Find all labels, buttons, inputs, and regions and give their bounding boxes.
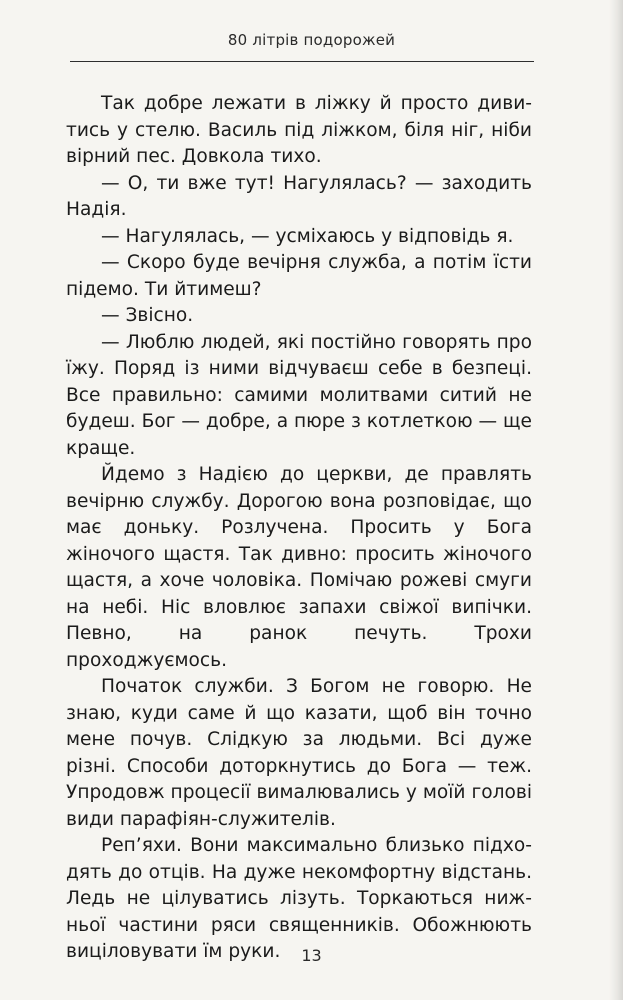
paragraph: — Скоро буде вечірня служба, а потім їсти підемо. Ти йтимеш? <box>66 252 532 300</box>
paragraph: — Люблю людей, які постійно говорять про їжу. Поряд із ними відчуваєш себе в безпеці. Все правильно: самими молитвами ситий не будеш. Бог — добре, а пюре з котлеткою — ще краще. <box>66 331 532 459</box>
running-head: 80 літрів подорожей <box>227 31 396 49</box>
paragraph: Початок служби. З Богом не говорю. Не знаю, куди саме й що казати, щоб він точно мене почув. Слідкую за людьми. Всі дуже різні. Способи доторкнутись до Бога — теж. Упродовж процесії вималювались у моїй голові види парафіян-служителів. <box>66 676 532 830</box>
page-number: 13 <box>301 946 322 965</box>
paragraph: Реп’яхи. Вони максимально близько підходять до отців. На дуже некомфортну відстань. Ледь не цілуватись лізуть. Торкаються нижньої частини ряси священників. Обожнюють виціловувати їм руки. <box>66 835 532 962</box>
paragraph: — О, ти вже тут! Нагулялась? — заходить Надія. <box>66 172 532 220</box>
page-edge-shadow <box>609 0 623 1000</box>
paragraph: — Нагулялась, — усміхаюсь у відповідь я. <box>101 225 514 247</box>
paragraph: — Звісно. <box>101 305 194 326</box>
paragraph: Так добре лежати в ліжку й просто дивитись у стелю. Василь під ліжком, біля ніг, ніби вірний пес. Довкола тихо. <box>66 93 532 167</box>
body-text <box>66 91 532 966</box>
header-rule <box>70 61 534 62</box>
paragraph: Йдемо з Надією до церкви, де правлять вечірню службу. Дорогою вона розповідає, що має доньку. Розлучена. Просить у Бога жіночого щастя. Так дивно: просить жіночого щастя, а хоче чоловіка. Помічаю рожеві смуги на небі. Ніс вловлює запахи свіжої випічки. Певно, на ранок печуть. Трохи проходжуємось. <box>66 464 532 671</box>
